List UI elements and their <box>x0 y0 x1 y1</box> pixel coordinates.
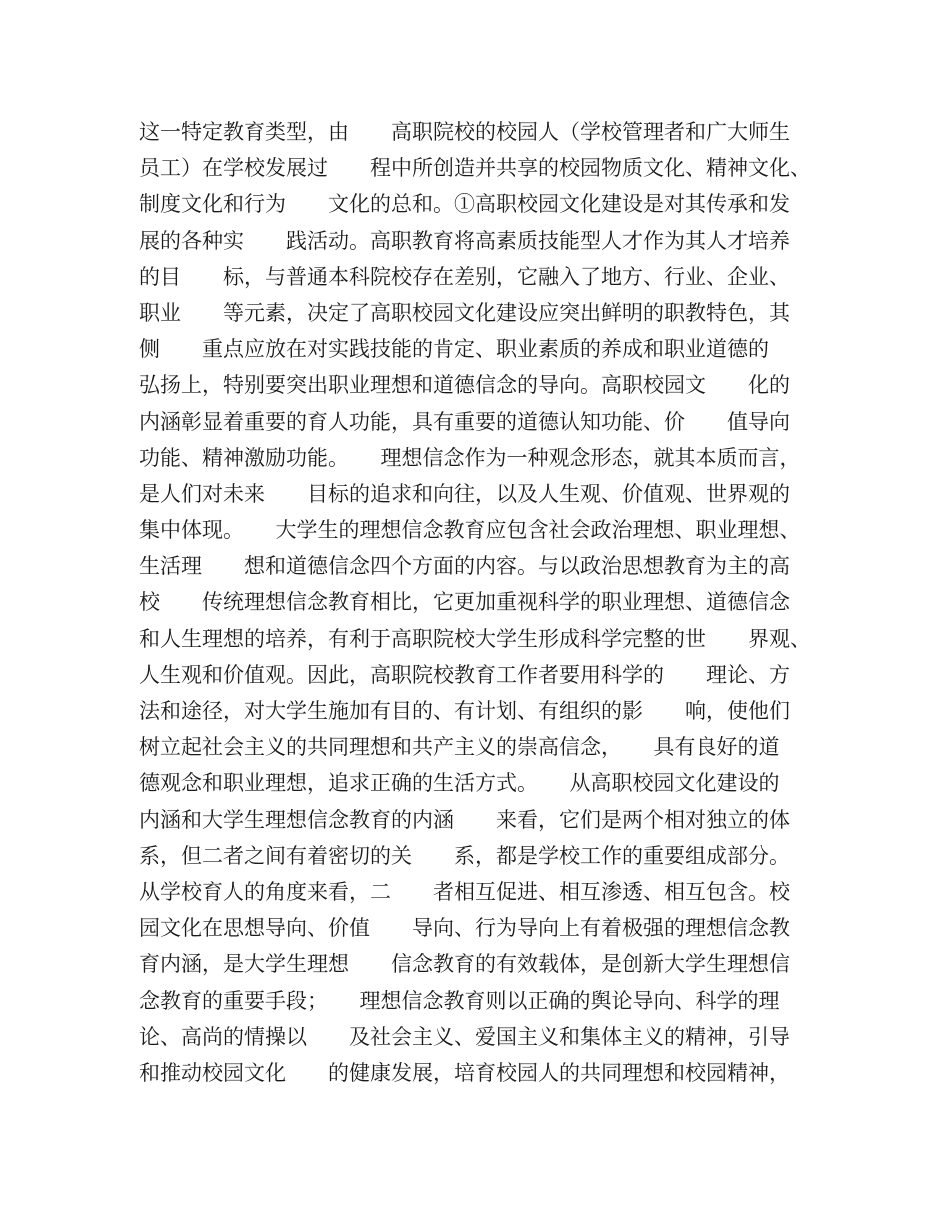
text-line: 的目 标，与普通本科院校存在差别，它融入了地方、行业、企业、 <box>139 264 790 289</box>
text-line: 论、高尚的情操以 及社会主义、爱国主义和集体主义的精神，引导 <box>139 1024 790 1049</box>
text-line: 集中体现。 大学生的理想信念教育应包含社会政治理想、职业理想、 <box>139 518 801 543</box>
text-line: 是人们对未来 目标的追求和向往，以及人生观、价值观、世界观的 <box>139 481 790 506</box>
text-line: 人生观和价值观。因此，高职院校教育工作者要用科学的 理论、方 <box>139 662 790 687</box>
text-line: 树立起社会主义的共同理想和共产主义的崇高信念， 具有良好的道 <box>139 735 780 760</box>
text-line: 功能、精神激励功能。 理想信念作为一种观念形态，就其本质而言， <box>139 445 801 470</box>
text-line: 员工）在学校发展过 程中所创造并共享的校园物质文化、精神文化、 <box>139 156 811 181</box>
text-line: 育内涵，是大学生理想 信念教育的有效载体，是创新大学生理想信 <box>139 952 790 977</box>
text-line: 念教育的重要手段； 理想信念教育则以正确的舆论导向、科学的理 <box>139 988 780 1013</box>
text-line: 职业 等元素，决定了高职校园文化建设应突出鲜明的职教特色，其 <box>139 300 790 325</box>
text-line: 展的各种实 践活动。高职教育将高素质技能型人才作为其人才培养 <box>139 228 790 253</box>
text-line: 和人生理想的培养，有利于高职院校大学生形成科学完整的世 界观、 <box>139 626 811 651</box>
text-line: 法和途径，对大学生施加有目的、有计划、有组织的影 响，使他们 <box>139 699 790 723</box>
text-line: 从学校育人的角度来看，二 者相互促进、相互渗透、相互包含。校 <box>139 879 790 904</box>
text-line: 校 传统理想信念教育相比，它更加重视科学的职业理想、道德信念 <box>139 590 790 615</box>
text-line: 园文化在思想导向、价值 导向、行为导向上有着极强的理想信念教 <box>139 916 790 941</box>
body-text <box>139 114 829 1091</box>
text-line: 侧 重点应放在对实践技能的肯定、职业素质的养成和职业道德的 <box>139 337 769 362</box>
text-line: 和推动校园文化 的健康发展，培育校园人的共同理想和校园精神， <box>139 1060 790 1085</box>
text-line: 弘扬上，特别要突出职业理想和道德信念的导向。高职校园文 化的 <box>139 373 790 398</box>
text-line: 这一特定教育类型，由 高职院校的校园人（学校管理者和广大师生 <box>139 120 790 144</box>
text-line: 内涵彰显着重要的育人功能，具有重要的道德认知功能、价 值导向 <box>139 409 790 434</box>
text-line: 生活理 想和道德信念四个方面的内容。与以政治思想教育为主的高 <box>139 554 790 579</box>
text-line: 制度文化和行为 文化的总和。①高职校园文化建设是对其传承和发 <box>139 192 790 217</box>
text-line: 内涵和大学生理想信念教育的内涵 来看，它们是两个相对独立的体 <box>139 807 790 832</box>
text-line: 系，但二者之间有着密切的关 系，都是学校工作的重要组成部分。 <box>139 843 790 868</box>
text-line: 德观念和职业理想，追求正确的生活方式。 从高职校园文化建设的 <box>139 771 780 796</box>
